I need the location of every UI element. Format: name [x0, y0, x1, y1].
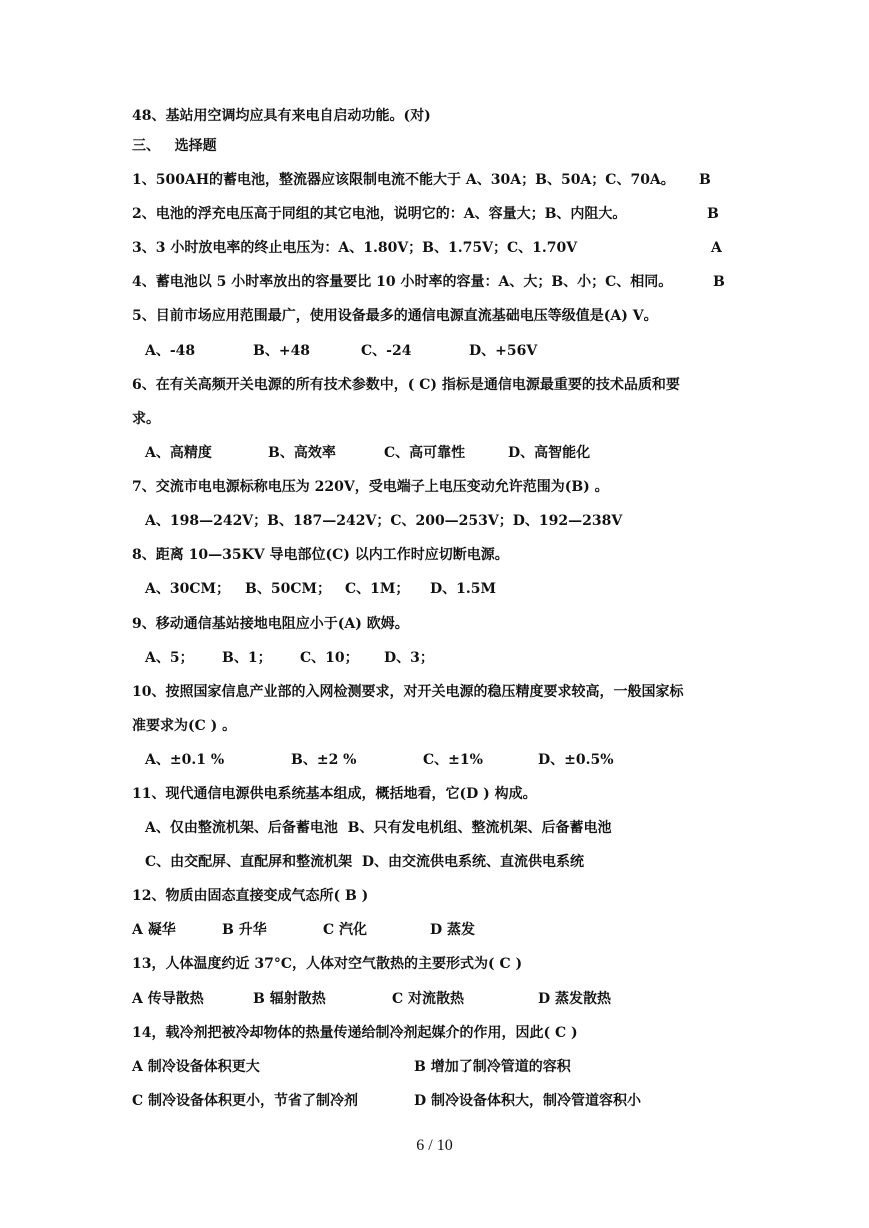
- option-12-a: A 凝华: [132, 922, 176, 938]
- option-14-a: A 制冷设备体积更大: [132, 1059, 260, 1075]
- question-11: 11、现代通信电源供电系统基本组成，概括地看，它(D ) 构成。: [132, 786, 537, 802]
- question-10-line-2: 准要求为(C ) 。: [132, 718, 237, 734]
- option-13-c: C 对流散热: [392, 991, 465, 1007]
- question-3: 3、3 小时放电率的终止电压为：A、1.80V；B、1.75V；C、1.70V: [132, 240, 578, 256]
- question-6-line-2: 求。: [132, 411, 160, 427]
- option-6-d: D、高智能化: [508, 445, 591, 461]
- section-heading-choice: 三、 选择题: [132, 138, 217, 154]
- option-5-d: D、+56V: [469, 343, 538, 359]
- question-48: 48、基站用空调均应具有来电自启动功能。(对): [132, 108, 431, 124]
- option-12-b: B 升华: [222, 922, 267, 938]
- question-12: 12、物质由固态直接变成气态所( B ): [132, 888, 369, 904]
- option-12-c: C 汽化: [323, 922, 368, 938]
- option-6-c: C、高可靠性: [384, 445, 466, 461]
- option-10-c: C、±1%: [423, 752, 483, 768]
- question-13: 13，人体温度约近 37°C，人体对空气散热的主要形式为( C ): [132, 956, 523, 972]
- question-9: 9、移动通信基站接地电阻应小于(A) 欧姆。: [132, 616, 409, 632]
- options-11-line-1: A、仅由整流机架、后备蓄电池 B、只有发电机组、整流机架、后备蓄电池: [145, 820, 612, 836]
- option-9-b: B、1；: [222, 650, 272, 666]
- question-1: 1、500AH的蓄电池，整流器应该限制电流不能大于 A、30A；B、50A；C、70A。: [132, 172, 675, 188]
- question-6-line-1: 6、在有关高频开关电源的所有技术参数中，( C) 指标是通信电源最重要的技术品质和要: [132, 377, 680, 393]
- option-10-b: B、±2 %: [291, 752, 357, 768]
- question-10-line-1: 10、按照国家信息产业部的入网检测要求，对开关电源的稳压精度要求较高，一般国家标: [132, 684, 684, 700]
- options-7: A、198—242V；B、187—242V；C、200—253V；D、192—238V: [145, 513, 623, 529]
- option-8-c: C、1M；: [345, 581, 410, 597]
- question-2: 2、电池的浮充电压高于同组的其它电池，说明它的：A、容量大；B、内阻大。: [132, 206, 627, 222]
- question-4: 4、蓄电池以 5 小时率放出的容量要比 10 小时率的容量：A、大；B、小；C、相同。: [132, 274, 673, 290]
- option-6-b: B、高效率: [268, 445, 336, 461]
- option-5-a: A、-48: [145, 343, 196, 359]
- question-7: 7、交流市电电源标称电压为 220V，受电端子上电压变动允许范围为(B) 。: [132, 479, 609, 495]
- option-8-a: A、30CM；: [145, 581, 230, 597]
- option-6-a: A、高精度: [145, 445, 212, 461]
- answer-3: A: [711, 240, 722, 256]
- option-14-b: B 增加了制冷管道的容积: [414, 1059, 571, 1075]
- option-9-a: A、5；: [145, 650, 194, 666]
- options-11-line-2: C、由交配屏、直配屏和整流机架 D、由交流供电系统、直流供电系统: [145, 854, 585, 870]
- option-8-d: D、1.5M: [430, 581, 496, 597]
- option-13-a: A 传导散热: [132, 991, 204, 1007]
- option-10-a: A、±0.1 %: [145, 752, 225, 768]
- question-5: 5、目前市场应用范围最广，使用设备最多的通信电源直流基础电压等级值是(A) V。: [132, 308, 658, 324]
- option-9-d: D、3；: [384, 650, 434, 666]
- option-13-d: D 蒸发散热: [538, 991, 612, 1007]
- answer-4: B: [713, 274, 725, 290]
- answer-1: B: [699, 172, 711, 188]
- option-12-d: D 蒸发: [430, 922, 476, 938]
- option-5-c: C、-24: [361, 343, 412, 359]
- option-14-c: C 制冷设备体积更小，节省了制冷剂: [132, 1093, 359, 1109]
- option-8-b: B、50CM；: [245, 581, 331, 597]
- option-10-d: D、±0.5%: [538, 752, 614, 768]
- page-number: 6 / 10: [416, 1137, 453, 1154]
- question-14: 14，载冷剂把被冷却物体的热量传递给制冷剂起媒介的作用，因此( C ): [132, 1025, 578, 1041]
- option-5-b: B、+48: [253, 343, 311, 359]
- option-9-c: C、10；: [300, 650, 359, 666]
- question-8: 8、距离 10—35KV 导电部位(C) 以内工作时应切断电源。: [132, 547, 509, 563]
- answer-2: B: [707, 206, 719, 222]
- option-13-b: B 辐射散热: [253, 991, 326, 1007]
- option-14-d: D 制冷设备体积大，制冷管道容积小: [414, 1093, 642, 1109]
